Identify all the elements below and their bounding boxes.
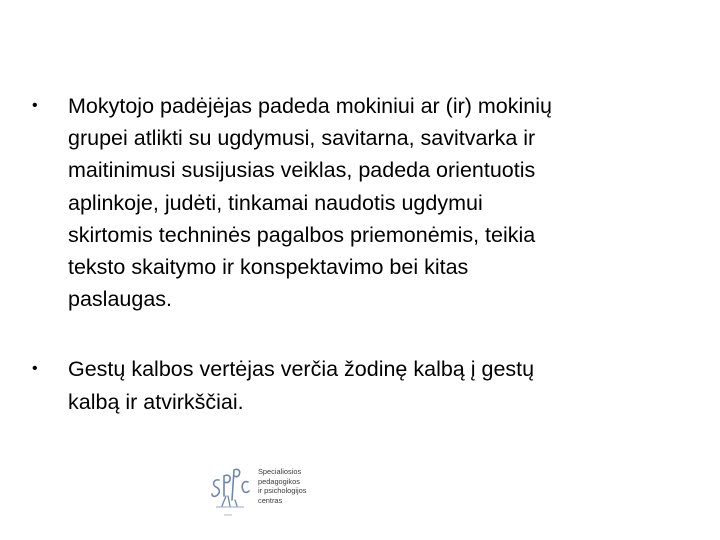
bullet-item-sign-language-interpreter xyxy=(30,353,670,417)
bullet-marker: • xyxy=(32,360,38,378)
bullet-list xyxy=(30,90,670,418)
bullet-text: Mokytojo padėjėjas padeda mokiniui ar (ir) mokinių grupei atlikti su ugdymusi, savitarna, savitvarka ir maitinimusi susijusias veiklas, padeda orientuotis aplinkoje, judėti, tinkamai naudotis ugdymui skirtomis techninės pagalbos priemonėmis, teikia teksto skaitymo ir konspektavimo bei kitas paslaugas. xyxy=(68,94,552,312)
sppc-logo-text: Specialiosios pedagogikos ir psichologijos centras xyxy=(258,467,307,505)
bullet-text: Gestų kalbos vertėjas verčia žodinę kalbą į gestų kalbą ir atvirkščiai. xyxy=(68,357,535,414)
bullet-marker: • xyxy=(32,97,38,114)
sppc-logo-mark xyxy=(210,466,254,520)
sppc-logo xyxy=(210,466,330,522)
bullet-item-teacher-assistant xyxy=(30,90,670,315)
